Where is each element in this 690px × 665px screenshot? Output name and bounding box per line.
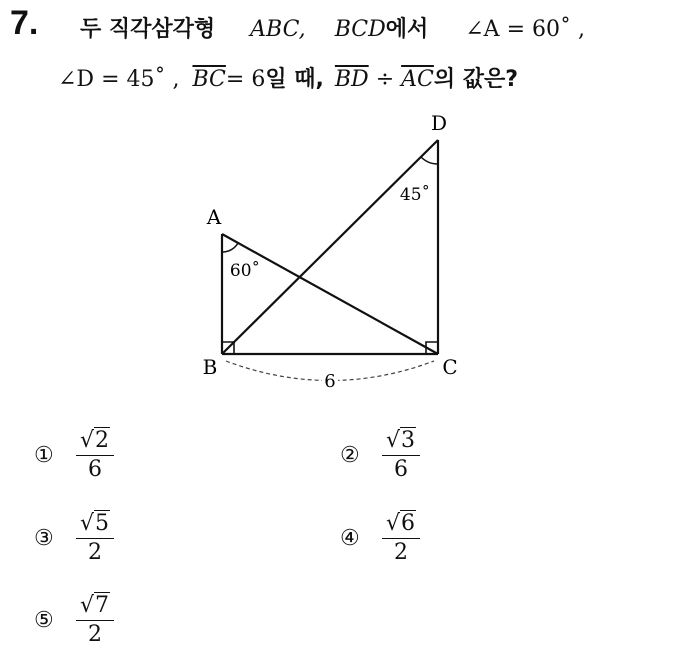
triangle-abc: ABC, bbox=[250, 17, 306, 42]
choice-3-mark: ③ bbox=[34, 525, 54, 551]
choice-1-mark: ① bbox=[34, 442, 54, 468]
angle-a-label: 60˚ bbox=[229, 261, 261, 281]
vertex-c-label: C bbox=[442, 355, 458, 379]
triangle-figure bbox=[180, 108, 480, 398]
choice-3-fraction bbox=[76, 511, 114, 565]
choice-4-radicand: 6 bbox=[401, 511, 416, 536]
choice-4-fraction bbox=[382, 511, 420, 565]
choice-2-mark: ② bbox=[340, 442, 360, 468]
side-ac bbox=[222, 234, 438, 354]
question-text-prefix: 두 직각삼각형 bbox=[80, 17, 216, 42]
choice-1-fraction bbox=[76, 428, 114, 482]
segment-bc: $\overline{BC}$ bbox=[192, 67, 226, 92]
choice-5-mark: ⑤ bbox=[34, 607, 54, 633]
bc-length-label: 6 bbox=[324, 371, 336, 392]
choice-4-mark: ④ bbox=[340, 525, 360, 551]
vertex-a-label: A bbox=[206, 205, 222, 229]
sqrt-sign: √ bbox=[80, 511, 95, 536]
angle-d-condition: ∠D = 45˚ , bbox=[58, 67, 180, 92]
sqrt-sign: √ bbox=[386, 428, 401, 453]
sqrt-sign: √ bbox=[80, 428, 95, 453]
choice-2-fraction bbox=[382, 428, 420, 482]
question-number: 7. bbox=[10, 4, 39, 42]
choice-4-denominator: 2 bbox=[394, 540, 409, 565]
question-text-value: 의 값은? bbox=[433, 67, 519, 92]
angle-d-arc bbox=[421, 157, 438, 164]
sqrt-sign: √ bbox=[80, 593, 95, 618]
question-text-eseo: 에서 bbox=[385, 17, 429, 42]
vertex-b-label: B bbox=[202, 355, 218, 379]
angle-d-label: 45˚ bbox=[399, 185, 431, 205]
segment-bd: $\overline{BD}$ bbox=[334, 67, 369, 92]
choice-1-denominator: 6 bbox=[88, 457, 103, 482]
choice-5-denominator: 2 bbox=[88, 622, 103, 647]
choice-1[interactable] bbox=[34, 428, 114, 482]
choice-3[interactable] bbox=[34, 511, 114, 565]
choice-5-radicand: 7 bbox=[95, 593, 110, 618]
question-line-2 bbox=[58, 62, 518, 93]
choice-3-denominator: 2 bbox=[88, 540, 103, 565]
choice-2[interactable] bbox=[340, 428, 420, 482]
choice-1-radicand: 2 bbox=[95, 428, 110, 453]
division-sign: ÷ bbox=[375, 67, 395, 92]
choice-5[interactable] bbox=[34, 593, 114, 647]
segment-ac: $\overline{AC}$ bbox=[401, 67, 434, 92]
side-bd bbox=[222, 140, 438, 354]
choice-5-fraction bbox=[76, 593, 114, 647]
vertex-d-label: D bbox=[430, 111, 448, 135]
choice-2-denominator: 6 bbox=[394, 457, 409, 482]
triangle-bcd: BCD bbox=[334, 17, 386, 42]
angle-a-arc bbox=[222, 243, 238, 252]
sqrt-sign: √ bbox=[386, 511, 401, 536]
choice-3-radicand: 5 bbox=[95, 511, 110, 536]
question-line-1 bbox=[80, 12, 585, 43]
choice-4[interactable] bbox=[340, 511, 420, 565]
question-text-when: 일 때, bbox=[265, 67, 324, 92]
angle-a-condition: ∠A = 60˚ , bbox=[465, 17, 585, 42]
bc-length: = 6 bbox=[225, 67, 266, 92]
choice-2-radicand: 3 bbox=[401, 428, 416, 453]
